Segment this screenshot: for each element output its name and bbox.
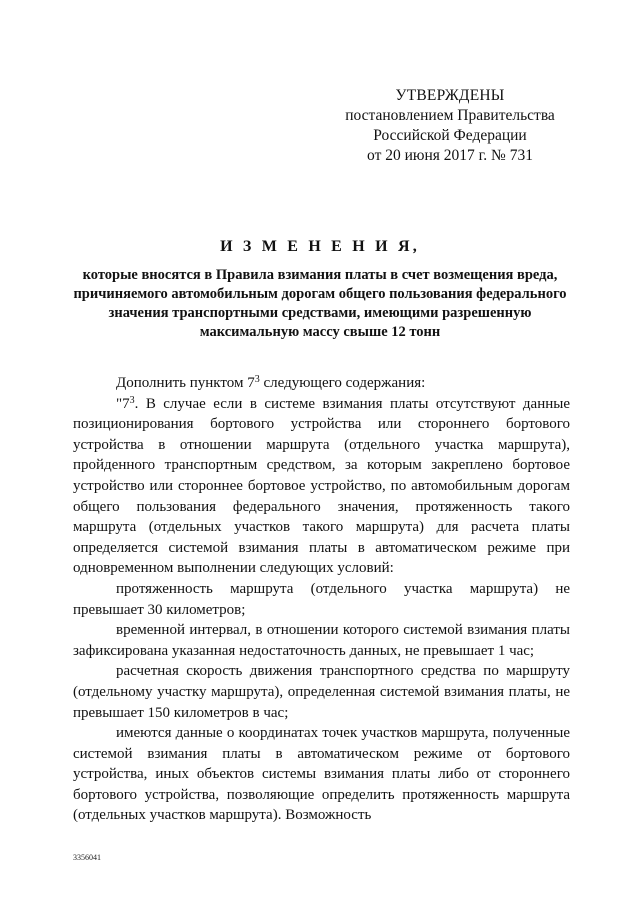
approval-line-1: постановлением Правительства: [345, 107, 555, 124]
condition-paragraph: протяженность маршрута (отдельного участка маршрута) не превышает 30 километров;: [73, 580, 570, 618]
document-subtitle: которые вносятся в Правила взимания платы в счет возмещения вреда, причиняемого автомобильным дорогам общего пользования федерального значения транспортными средствами, имеющими разрешенную максимальную массу свыше 12 тонн: [73, 267, 567, 340]
intro-suffix: следующего содержания:: [259, 375, 426, 391]
intro-superscript: 3: [254, 374, 260, 385]
document-heading: И З М Е Н Е Н И Я,: [220, 238, 420, 255]
clause-paragraph: [73, 394, 570, 579]
approval-line-3: от 20 июня 2017 г. № 731: [367, 147, 533, 164]
approval-header: УТВЕРЖДЕНЫ: [395, 87, 505, 104]
approval-line-2: Российской Федерации: [373, 127, 527, 144]
clause-text: . В случае если в системе взимания платы отсутствуют данные позиционирования бортового устройства или стороннего бортового устройства в отношении маршрута (отдельного участка маршрута), пройденного транспортным средством, за которым закреплено бортовое устройство или стороннее бортовое устройство, по автомобильным дорогам общего пользования федерального значения, протяженность такого маршрута (отдельных участков такого маршрута) для расчета платы определяется системой взимания платы в автоматическом режиме при одновременном выполнении следующих условий:: [73, 395, 570, 577]
clause-superscript: 3: [129, 394, 135, 406]
document-number: 3356041: [73, 853, 101, 862]
condition-paragraph: временной интервал, в отношении которого системой взимания платы зафиксирована указанная недостаточность данных, не превышает 1 час;: [73, 622, 570, 659]
clause-prefix: "7: [116, 395, 130, 412]
intro-prefix: Дополнить пунктом 7: [116, 375, 255, 391]
title-block: [70, 238, 570, 342]
condition-paragraph: расчетная скорость движения транспортного средства по маршруту (отдельному участку маршрута), определенная системой взимания платы, не превышает 150 километров в час;: [73, 663, 570, 721]
condition-paragraph: имеются данные о координатах точек участков маршрута, полученные системой взимания платы в автоматическом режиме от бортового устройства, иных объектов системы взимания платы либо от стороннего бортового устройства, позволяющие определить протяженность маршрута (отдельных участков маршрута). Возможность: [73, 725, 570, 824]
document-body: [73, 373, 570, 826]
approval-block: [330, 86, 570, 166]
intro-paragraph: [73, 373, 570, 394]
